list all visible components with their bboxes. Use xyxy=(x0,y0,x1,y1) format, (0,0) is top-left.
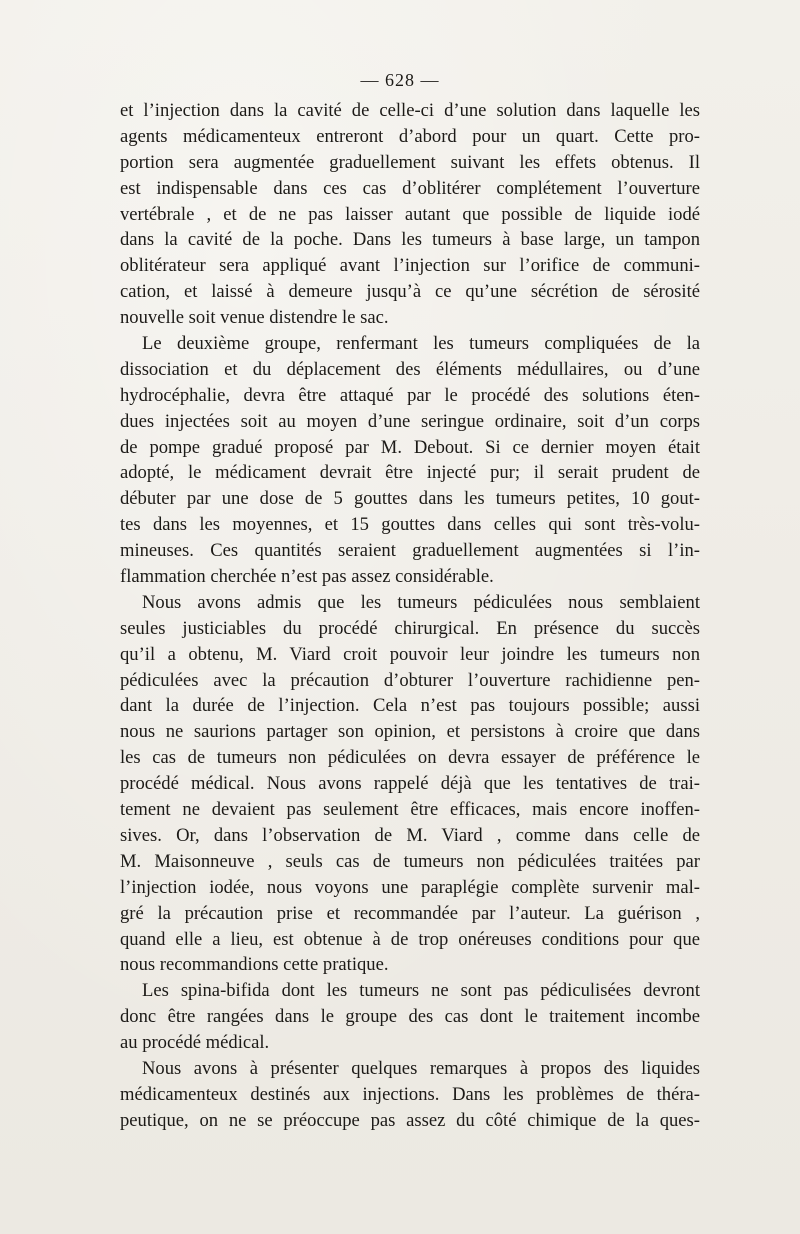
text-line: donc être rangées dans le groupe des cas dont le traitement incombe xyxy=(120,1006,700,1028)
text-line: mineuses. Ces quantités seraient graduellement augmentées si l’in- xyxy=(120,540,700,562)
text-line: Les spina-bifida dont les tumeurs ne sont pas pédiculisées devront xyxy=(142,980,700,1002)
text-line: et l’injection dans la cavité de celle-ci d’une solution dans laquelle les xyxy=(120,100,700,121)
text-line: portion sera augmentée graduellement suivant les effets obtenus. Il xyxy=(120,151,700,173)
text-line: M. Maisonneuve , seuls cas de tumeurs non pédiculées traitées par xyxy=(120,850,700,872)
page-number: — 628 — xyxy=(360,70,440,90)
paragraph xyxy=(120,98,700,331)
text-line: dues injectées soit au moyen d’une seringue ordinaire, soit d’un corps xyxy=(120,410,700,432)
text-line: nous ne saurions partager son opinion, et persistons à croire que dans xyxy=(120,721,700,743)
text-line: peutique, on ne se préoccupe pas assez du côté chimique de la ques- xyxy=(120,1109,700,1131)
text-line: vertébrale , et de ne pas laisser autant que possible de liquide iodé xyxy=(120,203,700,225)
text-line: débuter par une dose de 5 gouttes dans les tumeurs petites, 10 gout- xyxy=(120,488,700,510)
text-line: sives. Or, dans l’observation de M. Viard , comme dans celle de xyxy=(120,824,700,846)
text-line: dans la cavité de la poche. Dans les tumeurs à base large, un tampon xyxy=(120,229,700,251)
text-line: tes dans les moyennes, et 15 gouttes dans celles qui sont très-volu- xyxy=(120,514,700,536)
text-line: qu’il a obtenu, M. Viard croit pouvoir leur joindre les tumeurs non xyxy=(120,643,700,665)
paragraph xyxy=(120,331,700,590)
text-line: Le deuxième groupe, renfermant les tumeurs compliquées de la xyxy=(142,333,700,355)
text-line: est indispensable dans ces cas d’oblitérer complétement l’ouverture xyxy=(120,177,700,199)
text-line: les cas de tumeurs non pédiculées on devra essayer de préférence le xyxy=(120,747,700,769)
text-line: gré la précaution prise et recommandée par l’auteur. La guérison , xyxy=(120,902,700,924)
text-line: nous recommandions cette pratique. xyxy=(120,954,389,976)
text-line: cation, et laissé à demeure jusqu’à ce qu’une sécrétion de sérosité xyxy=(120,281,700,303)
text-line: tement ne devaient pas seulement être efficaces, mais encore inoffen- xyxy=(120,799,700,821)
text-line: de pompe gradué proposé par M. Debout. Si ce dernier moyen était xyxy=(120,436,700,458)
text-line: seules justiciables du procédé chirurgical. En présence du succès xyxy=(120,617,700,639)
text-line: quand elle a lieu, est obtenue à de trop onéreuses conditions pour que xyxy=(120,928,700,950)
body-text xyxy=(120,98,700,1134)
text-line: oblitérateur sera appliqué avant l’injection sur l’orifice de communi- xyxy=(120,255,700,277)
text-line: l’injection iodée, nous voyons une paraplégie complète survenir mal- xyxy=(120,876,700,898)
text-line: nouvelle soit venue distendre le sac. xyxy=(120,307,389,329)
text-line: agents médicamenteux entreront d’abord pour un quart. Cette pro- xyxy=(120,125,700,147)
text-line: flammation cherchée n’est pas assez considérable. xyxy=(120,566,494,588)
text-line: pédiculées avec la précaution d’obturer l’ouverture rachidienne pen- xyxy=(120,669,700,691)
text-line: dissociation et du déplacement des éléments médullaires, ou d’une xyxy=(120,358,700,380)
text-line: Nous avons à présenter quelques remarques à propos des liquides xyxy=(142,1057,700,1079)
text-line: hydrocéphalie, devra être attaqué par le procédé des solutions éten- xyxy=(120,384,700,406)
paragraph xyxy=(120,978,700,1056)
text-line: au procédé médical. xyxy=(120,1032,270,1054)
paragraph xyxy=(120,1056,700,1134)
text-line: médicamenteux destinés aux injections. Dans les problèmes de théra- xyxy=(120,1083,700,1105)
text-line: adopté, le médicament devrait être injecté pur; il serait prudent de xyxy=(120,462,700,484)
text-line: procédé médical. Nous avons rappelé déjà que les tentatives de trai- xyxy=(120,773,700,795)
paragraph xyxy=(120,590,700,978)
text-line: Nous avons admis que les tumeurs pédiculées nous semblaient xyxy=(142,591,700,613)
text-line: dant la durée de l’injection. Cela n’est pas toujours possible; aussi xyxy=(120,695,700,717)
